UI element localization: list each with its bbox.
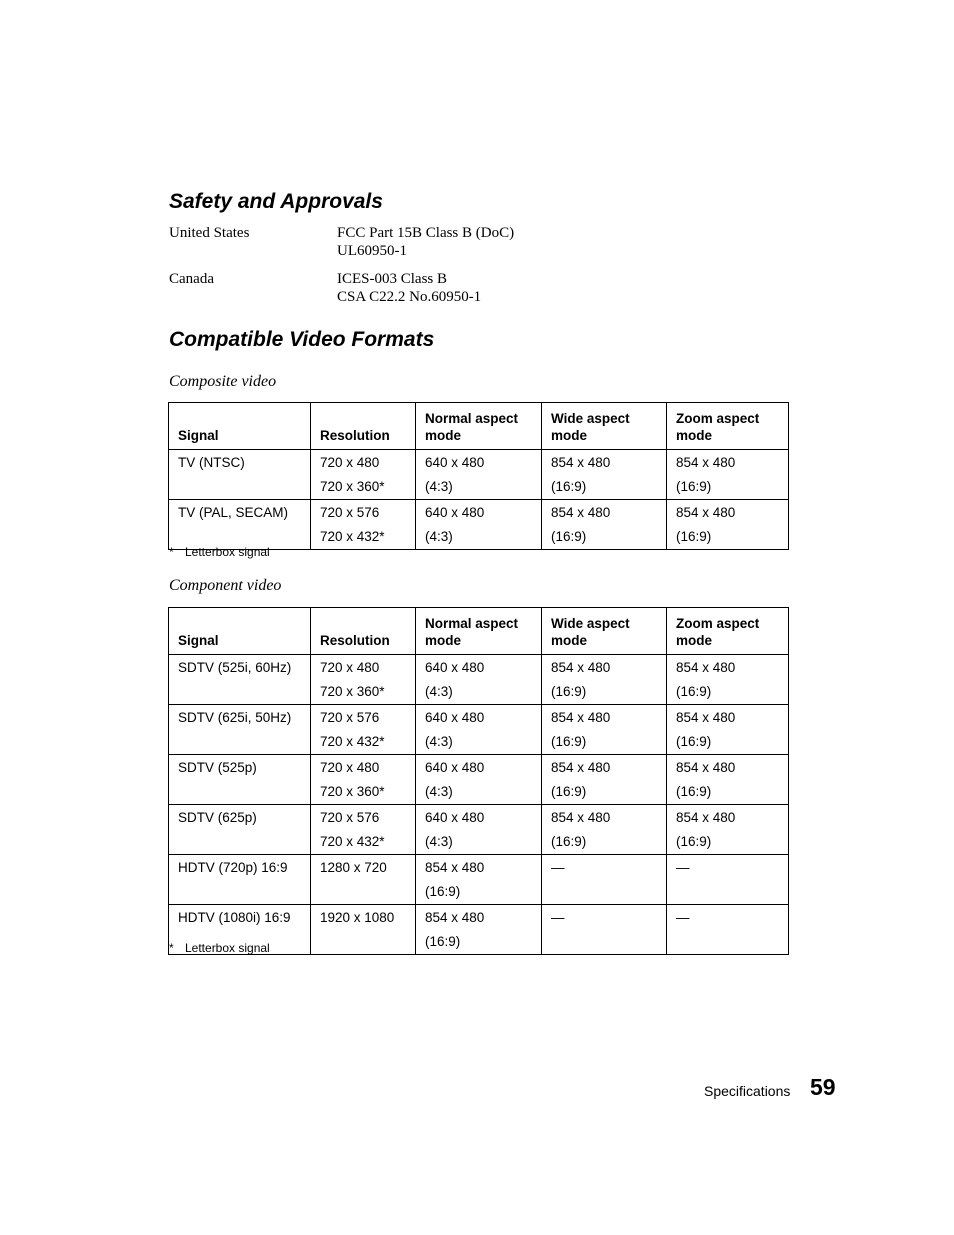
resolution-cell (311, 805, 416, 855)
approval-standard: CSA C22.2 No.60950-1 (337, 289, 482, 305)
cell-text: (16:9) (676, 784, 712, 799)
cell-text: 854 x 480 (425, 910, 485, 925)
cell-text: 640 x 480 (425, 810, 485, 825)
cell-text: 854 x 480 (676, 660, 736, 675)
cell-text: SDTV (525i, 60Hz) (178, 660, 292, 675)
cell-text: — (551, 910, 565, 925)
table-header-row (169, 403, 789, 450)
wide-aspect-cell (542, 905, 667, 955)
approval-standards (337, 224, 514, 260)
cell-text: 720 x 480 (320, 660, 380, 675)
wide-aspect-cell (542, 705, 667, 755)
cell-text: SDTV (625p) (178, 810, 257, 825)
normal-aspect-cell (416, 450, 542, 500)
approval-standards (337, 270, 481, 306)
cell-text: 720 x 480 (320, 760, 380, 775)
cell-text: 854 x 480 (551, 760, 611, 775)
approval-standard: ICES-003 Class B (337, 271, 448, 287)
cell-text: (16:9) (551, 529, 587, 544)
cell-text: 854 x 480 (676, 505, 736, 520)
column-header: Signal (169, 608, 311, 655)
normal-aspect-cell (416, 805, 542, 855)
zoom-aspect-cell (667, 450, 789, 500)
cell-text: 854 x 480 (551, 455, 611, 470)
cell-text: (4:3) (425, 784, 453, 799)
column-header: Signal (169, 403, 311, 450)
wide-aspect-cell (542, 805, 667, 855)
column-header: Wide aspect mode (542, 403, 667, 450)
cell-text: 720 x 432* (320, 734, 385, 749)
cell-text: 854 x 480 (551, 505, 611, 520)
zoom-aspect-cell (667, 755, 789, 805)
table-row (169, 805, 789, 855)
table-row (169, 855, 789, 905)
cell-text: TV (NTSC) (178, 455, 245, 470)
normal-aspect-cell (416, 705, 542, 755)
column-header: Zoom aspect mode (667, 608, 789, 655)
signal-cell (169, 450, 311, 500)
page-number: 59 (810, 1074, 836, 1100)
composite-video-table (168, 402, 789, 550)
wide-aspect-cell (542, 755, 667, 805)
composite-footnote (169, 545, 270, 559)
wide-aspect-cell (542, 855, 667, 905)
cell-text: HDTV (720p) 16:9 (178, 860, 288, 875)
signal-cell (169, 655, 311, 705)
cell-text: (4:3) (425, 529, 453, 544)
cell-text: 854 x 480 (676, 760, 736, 775)
cell-text: — (551, 860, 565, 875)
table-row (169, 500, 789, 550)
cell-text: (4:3) (425, 734, 453, 749)
resolution-cell (311, 705, 416, 755)
approval-standard: UL60950-1 (337, 243, 407, 259)
zoom-aspect-cell (667, 805, 789, 855)
cell-text: (16:9) (551, 684, 587, 699)
cell-text: SDTV (625i, 50Hz) (178, 710, 292, 725)
resolution-cell (311, 855, 416, 905)
cell-text: 640 x 480 (425, 760, 485, 775)
cell-text: 640 x 480 (425, 455, 485, 470)
cell-text: (16:9) (676, 479, 712, 494)
footer-section-label: Specifications (704, 1083, 791, 1099)
signal-cell (169, 805, 311, 855)
cell-text: (16:9) (676, 684, 712, 699)
resolution-cell (311, 500, 416, 550)
table-row (169, 705, 789, 755)
normal-aspect-cell (416, 500, 542, 550)
cell-text: 720 x 360* (320, 684, 385, 699)
cell-text: HDTV (1080i) 16:9 (178, 910, 291, 925)
footnote-mark: * (169, 545, 174, 559)
zoom-aspect-cell (667, 705, 789, 755)
column-header: Wide aspect mode (542, 608, 667, 655)
cell-text: (16:9) (676, 734, 712, 749)
approval-country: United States (169, 225, 250, 241)
cell-text: (16:9) (425, 934, 461, 949)
cell-text: (16:9) (551, 784, 587, 799)
cell-text: 720 x 480 (320, 455, 380, 470)
column-header: Resolution (311, 608, 416, 655)
wide-aspect-cell (542, 450, 667, 500)
cell-text: — (676, 860, 690, 875)
table-row (169, 755, 789, 805)
cell-text: 854 x 480 (676, 710, 736, 725)
signal-cell (169, 855, 311, 905)
wide-aspect-cell (542, 500, 667, 550)
cell-text: SDTV (525p) (178, 760, 257, 775)
zoom-aspect-cell (667, 655, 789, 705)
resolution-cell (311, 450, 416, 500)
cell-text: 720 x 432* (320, 834, 385, 849)
cell-text: 854 x 480 (425, 860, 485, 875)
cell-text: 854 x 480 (551, 710, 611, 725)
table-row (169, 450, 789, 500)
approval-standard: FCC Part 15B Class B (DoC) (337, 225, 515, 241)
cell-text: 720 x 360* (320, 784, 385, 799)
normal-aspect-cell (416, 905, 542, 955)
column-header: Normal aspect mode (416, 403, 542, 450)
cell-text: 1920 x 1080 (320, 910, 395, 925)
footnote-mark: * (169, 941, 174, 955)
cell-text: 640 x 480 (425, 505, 485, 520)
cell-text: (16:9) (676, 834, 712, 849)
zoom-aspect-cell (667, 905, 789, 955)
cell-text: 854 x 480 (676, 810, 736, 825)
zoom-aspect-cell (667, 500, 789, 550)
cell-text: 854 x 480 (551, 660, 611, 675)
cell-text: 640 x 480 (425, 710, 485, 725)
zoom-aspect-cell (667, 855, 789, 905)
wide-aspect-cell (542, 655, 667, 705)
cell-text: 854 x 480 (551, 810, 611, 825)
composite-video-subheading: Composite video (169, 373, 277, 390)
video-formats-heading: Compatible Video Formats (169, 328, 435, 351)
cell-text: 720 x 576 (320, 710, 380, 725)
component-footnote (169, 941, 270, 955)
cell-text: (4:3) (425, 834, 453, 849)
signal-cell (169, 705, 311, 755)
cell-text: (16:9) (676, 529, 712, 544)
resolution-cell (311, 905, 416, 955)
cell-text: TV (PAL, SECAM) (178, 505, 289, 520)
cell-text: 720 x 360* (320, 479, 385, 494)
signal-cell (169, 755, 311, 805)
cell-text: — (676, 910, 690, 925)
column-header: Resolution (311, 403, 416, 450)
cell-text: (4:3) (425, 684, 453, 699)
resolution-cell (311, 655, 416, 705)
table-row (169, 655, 789, 705)
safety-heading: Safety and Approvals (169, 190, 383, 213)
cell-text: (16:9) (425, 884, 461, 899)
normal-aspect-cell (416, 755, 542, 805)
footnote-text: Letterbox signal (185, 941, 270, 955)
normal-aspect-cell (416, 855, 542, 905)
resolution-cell (311, 755, 416, 805)
cell-text: 720 x 576 (320, 505, 380, 520)
column-header: Normal aspect mode (416, 608, 542, 655)
column-header: Zoom aspect mode (667, 403, 789, 450)
cell-text: (16:9) (551, 834, 587, 849)
cell-text: (16:9) (551, 479, 587, 494)
cell-text: 854 x 480 (676, 455, 736, 470)
footnote-text: Letterbox signal (185, 545, 270, 559)
normal-aspect-cell (416, 655, 542, 705)
cell-text: 1280 x 720 (320, 860, 387, 875)
table-header-row (169, 608, 789, 655)
signal-cell (169, 500, 311, 550)
cell-text: 640 x 480 (425, 660, 485, 675)
cell-text: 720 x 432* (320, 529, 385, 544)
component-video-table (168, 607, 789, 955)
cell-text: (16:9) (551, 734, 587, 749)
approval-country: Canada (169, 271, 214, 287)
cell-text: (4:3) (425, 479, 453, 494)
cell-text: 720 x 576 (320, 810, 380, 825)
component-video-subheading: Component video (169, 577, 282, 594)
